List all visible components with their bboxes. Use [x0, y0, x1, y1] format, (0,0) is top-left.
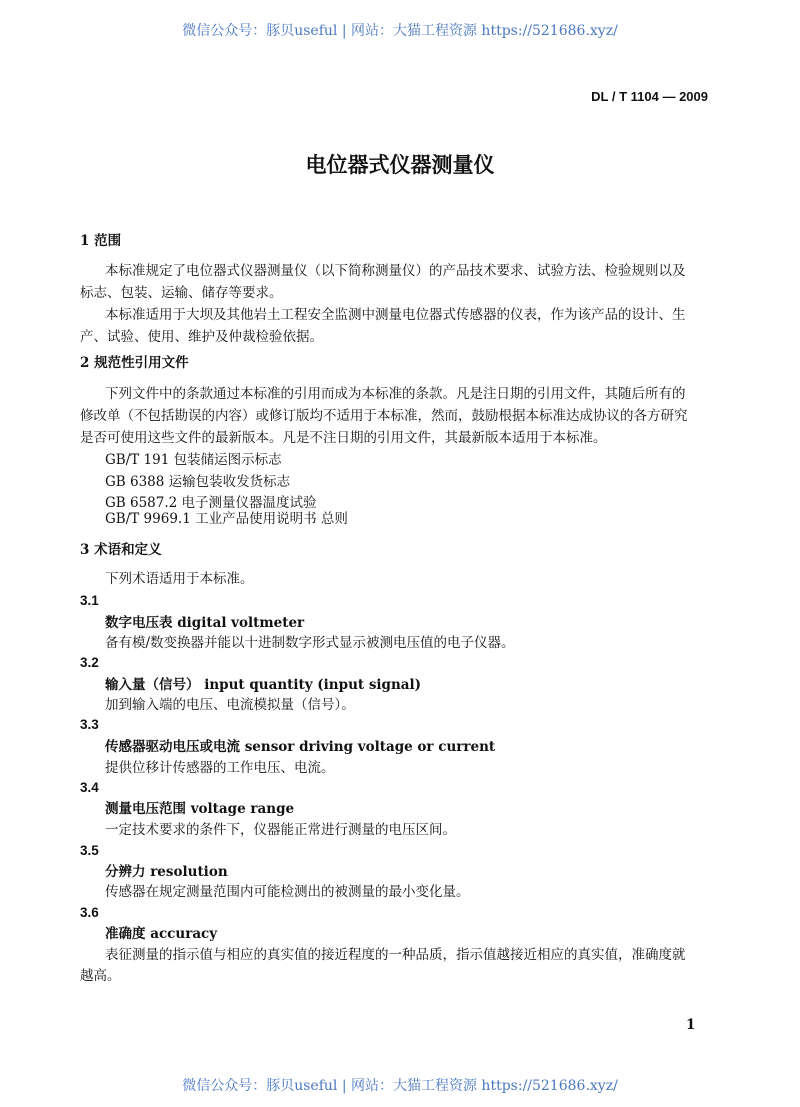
term-definition: 表征测量的指示值与相应的真实值的接近程度的一种品质，指示值越接近相应的真实值，准确度就 [105, 947, 686, 963]
term-definition: 一定技术要求的条件下，仪器能正常进行测量的电压区间。 [105, 822, 456, 838]
term-title: 分辨力 resolution [105, 864, 228, 880]
reference-item: GB/T 191 包装储运图示标志 [105, 452, 282, 468]
term-number: 3.4 [80, 780, 99, 795]
term-title: 准确度 accuracy [105, 926, 218, 942]
term-title: 数字电压表 digital voltmeter [105, 615, 305, 631]
paragraph-line: 本标准规定了电位器式仪器测量仪（以下简称测量仪）的产品技术要求、试验方法、检验规则以及 [105, 263, 686, 279]
section-heading: 2 规范性引用文件 [80, 355, 189, 371]
paragraph-line: 修改单（不包括勘误的内容）或修订版均不适用于本标准，然而，鼓励根据本标准达成协议的各方研究 [80, 408, 688, 424]
term-definition: 传感器在规定测量范围内可能检测出的被测量的最小变化量。 [105, 884, 470, 900]
term-definition: 加到输入端的电压、电流模拟量（信号）。 [105, 697, 355, 713]
page-number: 1 [686, 1017, 696, 1033]
term-definition: 备有模/数变换器并能以十进制数字形式显示被测电压值的电子仪器。 [105, 635, 515, 651]
term-number: 3.5 [80, 843, 99, 858]
reference-item: GB 6587.2 电子测量仪器温度试验 [105, 495, 317, 511]
reference-item: GB/T 9969.1 工业产品使用说明书 总则 [105, 511, 348, 527]
paragraph-line: 下列术语适用于本标准。 [105, 571, 254, 587]
section-heading: 3 术语和定义 [80, 542, 162, 558]
term-number: 3.2 [80, 655, 99, 670]
page-title: 电位器式仪器测量仪 [305, 152, 495, 177]
term-definition: 越高。 [80, 968, 121, 984]
term-number: 3.1 [80, 593, 99, 608]
paragraph-line: 是否可使用这些文件的最新版本。凡是不注日期的引用文件，其最新版本适用于本标准。 [80, 430, 607, 446]
paragraph-line: 标志、包装、运输、储存等要求。 [80, 285, 283, 301]
paragraph-line: 下列文件中的条款通过本标准的引用而成为本标准的条款。凡是注日期的引用文件，其随后所有的 [105, 386, 686, 402]
watermark-top: 微信公众号：豚贝useful | 网站：大猫工程资源 https://521686.xyz/ [182, 23, 618, 39]
section-heading: 1 范围 [80, 233, 122, 249]
term-definition: 提供位移计传感器的工作电压、电流。 [105, 760, 335, 776]
term-title: 输入量（信号） input quantity (input signal) [105, 677, 422, 693]
paragraph-line: 本标准适用于大坝及其他岩土工程安全监测中测量电位器式传感器的仪表，作为该产品的设计、生 [105, 307, 686, 323]
reference-item: GB 6388 运输包装收发货标志 [105, 474, 291, 490]
watermark-bottom: 微信公众号：豚贝useful | 网站：大猫工程资源 https://521686.xyz/ [182, 1078, 618, 1094]
term-title: 测量电压范围 voltage range [105, 801, 295, 817]
term-number: 3.3 [80, 717, 99, 732]
term-title: 传感器驱动电压或电流 sensor driving voltage or current [105, 739, 496, 755]
paragraph-line: 产、试验、使用、维护及仲裁检验依据。 [80, 329, 323, 345]
document-code: DL / T 1104 — 2009 [591, 89, 708, 104]
term-number: 3.6 [80, 905, 99, 920]
